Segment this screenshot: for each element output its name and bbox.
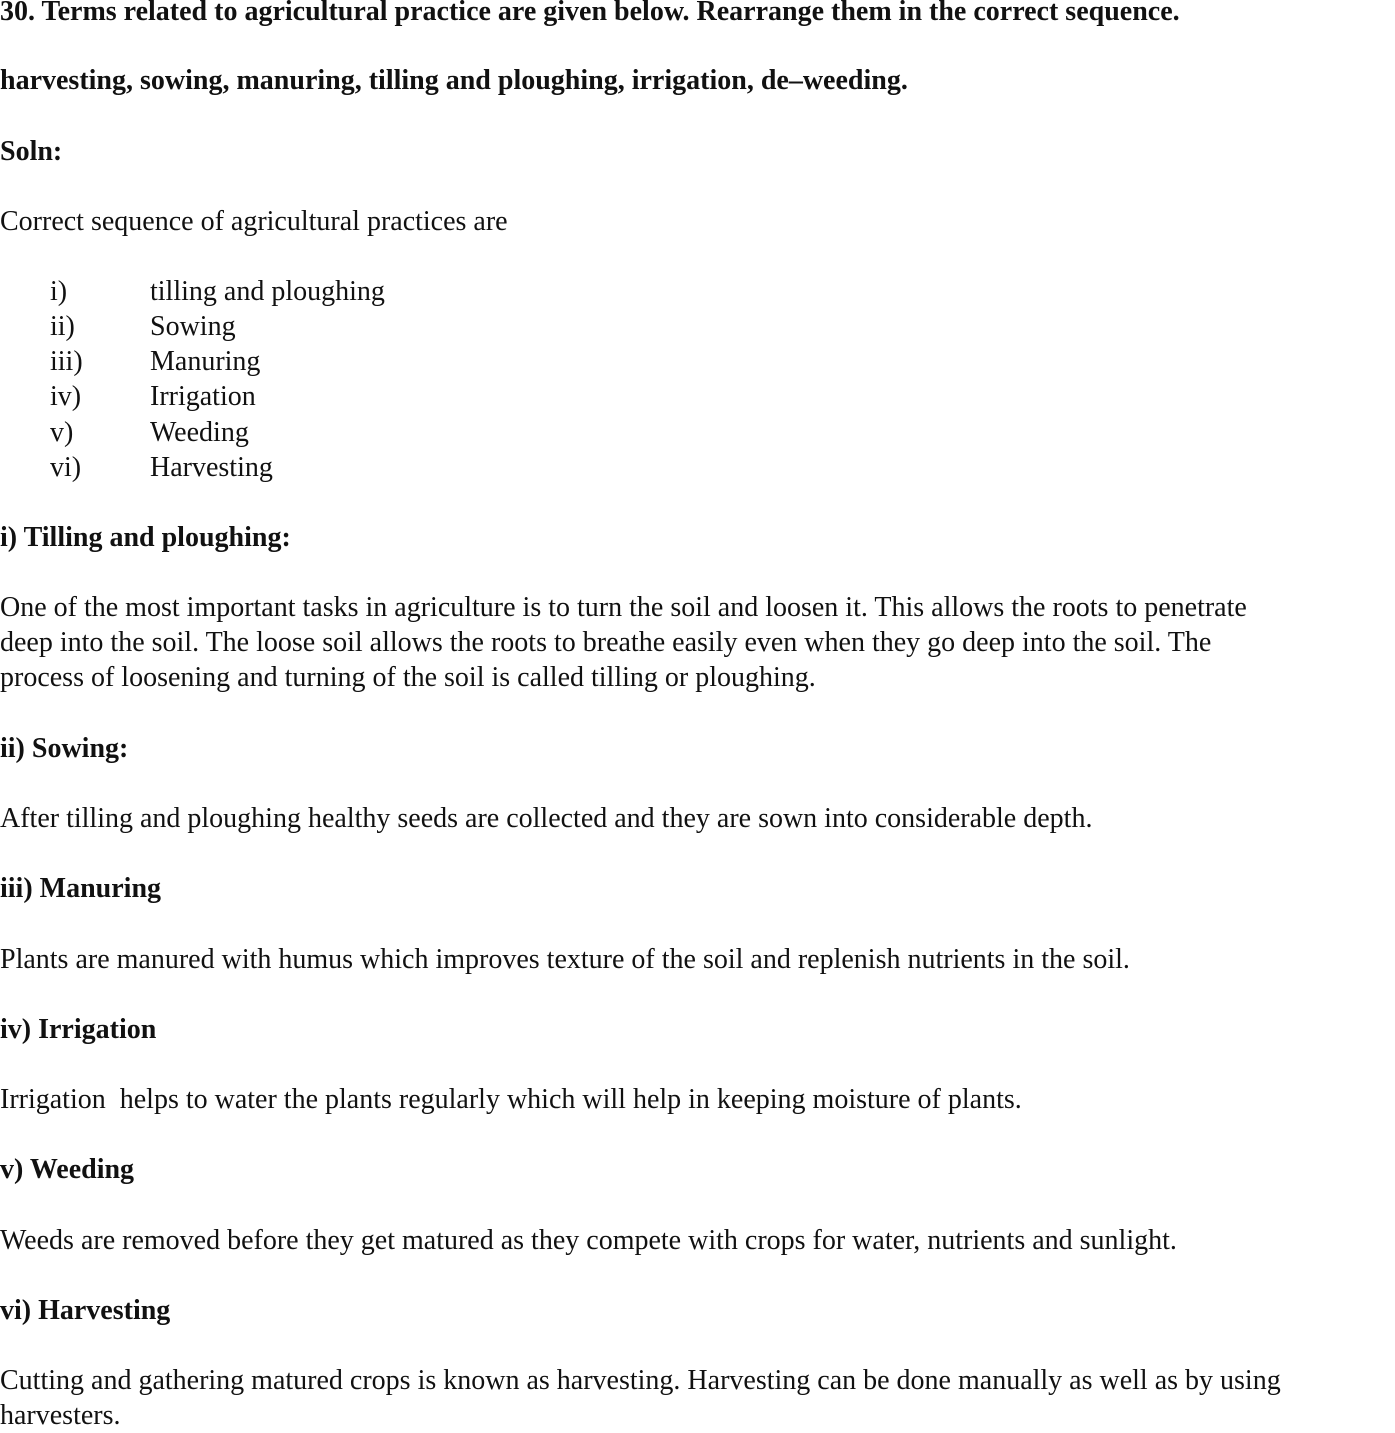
paragraph-line: deep into the soil. The loose soil allows the roots to breathe easily even when they go deep into the soil. The — [0, 627, 1212, 658]
paragraph-line: Cutting and gathering matured crops is known as harvesting. Harvesting can be done manually as well as by using — [0, 1365, 1281, 1396]
list-item: Irrigation — [150, 381, 256, 412]
list-number: iii) — [50, 346, 83, 377]
solution-label: Soln: — [0, 136, 63, 167]
section-heading: iv) Irrigation — [0, 1014, 157, 1045]
list-number: i) — [50, 276, 68, 307]
list-item: Manuring — [150, 346, 261, 377]
section-paragraph — [0, 590, 1247, 695]
list-number: vi) — [50, 452, 82, 483]
section-paragraph: After tilling and ploughing healthy seeds are collected and they are sown into considerable depth. — [0, 803, 1093, 834]
paragraph-line: harvesters. — [0, 1400, 121, 1431]
section-paragraph — [0, 1363, 1281, 1433]
question-title: 30. Terms related to agricultural practice are given below. Rearrange them in the correct sequence. — [0, 0, 1180, 27]
list-item: Harvesting — [150, 452, 273, 483]
section-heading: i) Tilling and ploughing: — [0, 522, 291, 553]
list-number: v) — [50, 417, 74, 448]
list-number: iv) — [50, 381, 82, 412]
section-heading: ii) Sowing: — [0, 733, 129, 764]
list-item: tilling and ploughing — [150, 276, 385, 307]
list-item: Sowing — [150, 311, 236, 342]
section-heading: vi) Harvesting — [0, 1295, 171, 1326]
terms-list: harvesting, sowing, manuring, tilling and ploughing, irrigation, de–weeding. — [0, 65, 908, 96]
section-heading: v) Weeding — [0, 1154, 135, 1185]
intro-text: Correct sequence of agricultural practices are — [0, 206, 508, 237]
list-number: ii) — [50, 311, 75, 342]
section-paragraph: Weeds are removed before they get matured as they compete with crops for water, nutrients and sunlight. — [0, 1225, 1177, 1256]
list-item: Weeding — [150, 417, 249, 448]
paragraph-line: process of loosening and turning of the soil is called tilling or ploughing. — [0, 662, 816, 693]
paragraph-line: One of the most important tasks in agriculture is to turn the soil and loosen it. This allows the roots to penetrate — [0, 592, 1247, 623]
section-heading: iii) Manuring — [0, 873, 162, 904]
section-paragraph: Plants are manured with humus which improves texture of the soil and replenish nutrients in the soil. — [0, 944, 1130, 975]
section-paragraph: Irrigation helps to water the plants regularly which will help in keeping moisture of plants. — [0, 1084, 1022, 1115]
